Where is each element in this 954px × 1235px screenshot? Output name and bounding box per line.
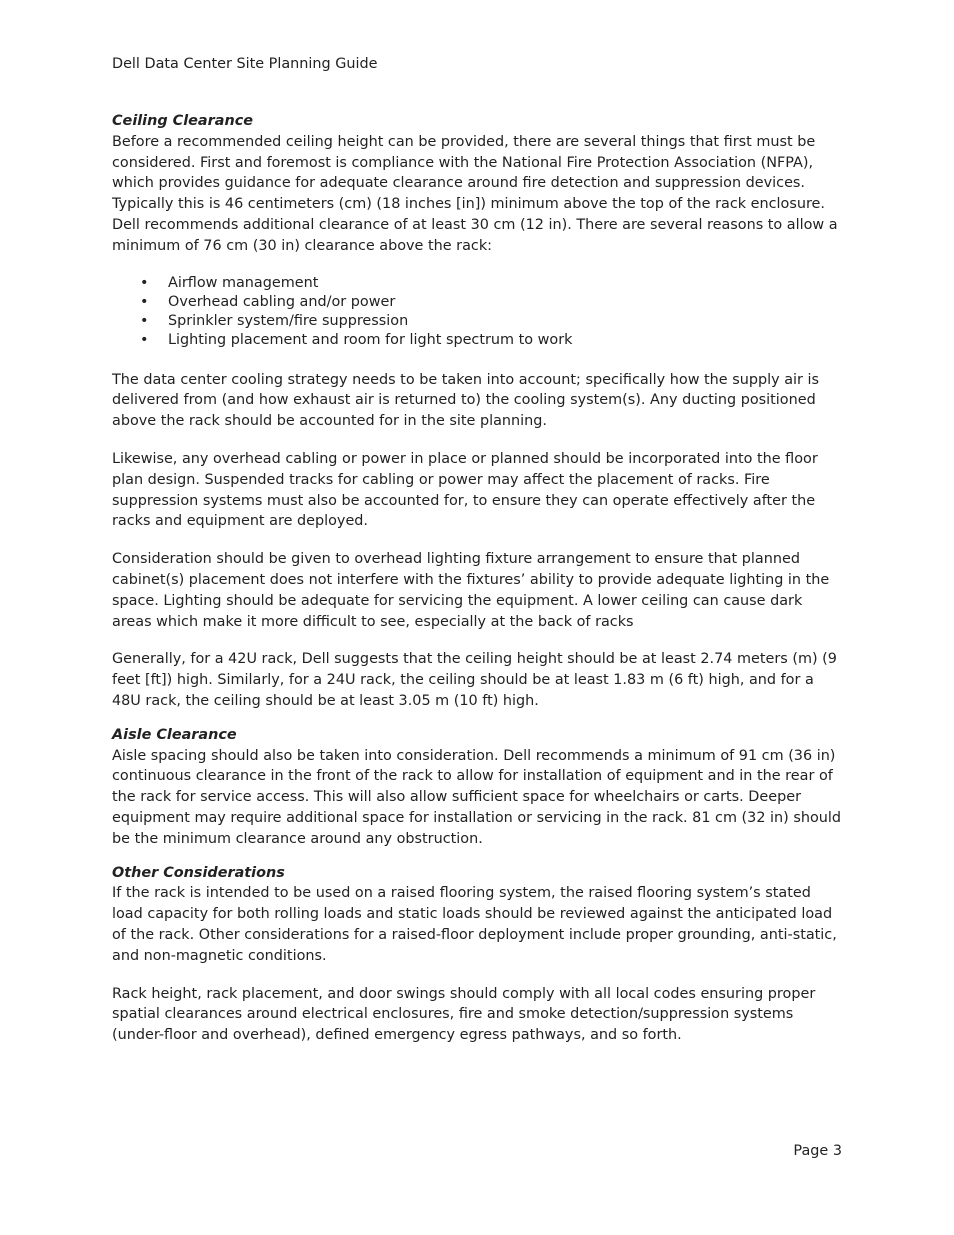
ceiling-clearance-heading: Ceiling Clearance (112, 113, 253, 129)
cabling-paragraph: Likewise, any overhead cabling or power in place or planned should be incorporated into the floor plan design. Suspended tracks for cabling or power may affect the placement of racks. Fire suppression systems must also be accounted for, to ensure they can operate effectively after the racks and equipment are deployed. (112, 450, 818, 530)
codes-paragraph: Rack height, rack placement, and door swings should comply with all local codes ensuring proper spatial clearances around electrical enclosures, fire and smoke detection/suppression systems (under-floor and overhead), defined emergency egress pathways, and so forth. (112, 985, 816, 1044)
document-page (112, 0, 844, 1235)
list-item: • Sprinkler system/fire suppression (112, 312, 844, 331)
other-considerations-heading: Other Considerations (112, 864, 285, 881)
page-number: Page 3 (793, 1143, 842, 1159)
running-header: Dell Data Center Site Planning Guide (112, 56, 378, 72)
list-item: • Airflow management (112, 274, 844, 293)
ceiling-intro-paragraph: Before a recommended ceiling height can be provided, there are several things that first must be considered. First and foremost is compliance with the National Fire Protection Association (NFPA), which provides guidance for adequate clearance around fire detection and suppression devices. Typically this is 46 centimeters (cm) (18 inches [in]) minimum above the top of the rack enclosure. Dell recommends additional clearance of at least 30 cm (12 in). There are several reasons to allow a minimum of 76 cm (30 in) clearance above the rack: (112, 133, 838, 254)
ceiling-heights-paragraph: Generally, for a 42U rack, Dell suggests that the ceiling height should be at least 2.74 meters (m) (9 feet [ft]) high. Similarly, for a 24U rack, the ceiling should be at least 1.83 m (6 ft) high, and for a 48U rack, the ceiling should be at least 3.05 m (10 ft) high. (112, 651, 837, 709)
cooling-paragraph: The data center cooling strategy needs to be taken into account; specifically how the supply air is delivered from (and how exhaust air is returned to) the cooling system(s). Any ducting positioned above the rack should be accounted for in the site planning. (112, 371, 820, 430)
page-content (112, 111, 844, 1046)
raised-floor-paragraph: If the rack is intended to be used on a raised flooring system, the raised flooring system’s stated load capacity for both rolling loads and static loads should be reviewed against the anticipated load of the rack. Other considerations for a raised-floor deployment include proper grounding, anti-static, and non-magnetic conditions. (112, 885, 837, 964)
list-item: • Overhead cabling and/or power (112, 293, 844, 312)
list-item: • Lighting placement and room for light spectrum to work (112, 331, 844, 350)
aisle-paragraph: Aisle spacing should also be taken into consideration. Dell recommends a minimum of 91 cm (36 in) continuous clearance in the front of the rack to allow for installation of equipment and in the rear of the rack for service access. This will also allow sufficient space for wheelchairs or carts. Deeper equipment may require additional space for installation or servicing in the rack. 81 cm (32 in) should be the minimum clearance around any obstruction. (112, 747, 842, 847)
lighting-paragraph: Consideration should be given to overhead lighting fixture arrangement to ensure that planned cabinet(s) placement does not interfere with the fixtures’ ability to provide adequate lighting in the space. Lighting should be adequate for servicing the equipment. A lower ceiling can cause dark areas which make it more difficult to see, especially at the back of racks (112, 551, 830, 630)
clearance-reasons-list (112, 274, 844, 350)
aisle-clearance-heading: Aisle Clearance (112, 726, 237, 743)
